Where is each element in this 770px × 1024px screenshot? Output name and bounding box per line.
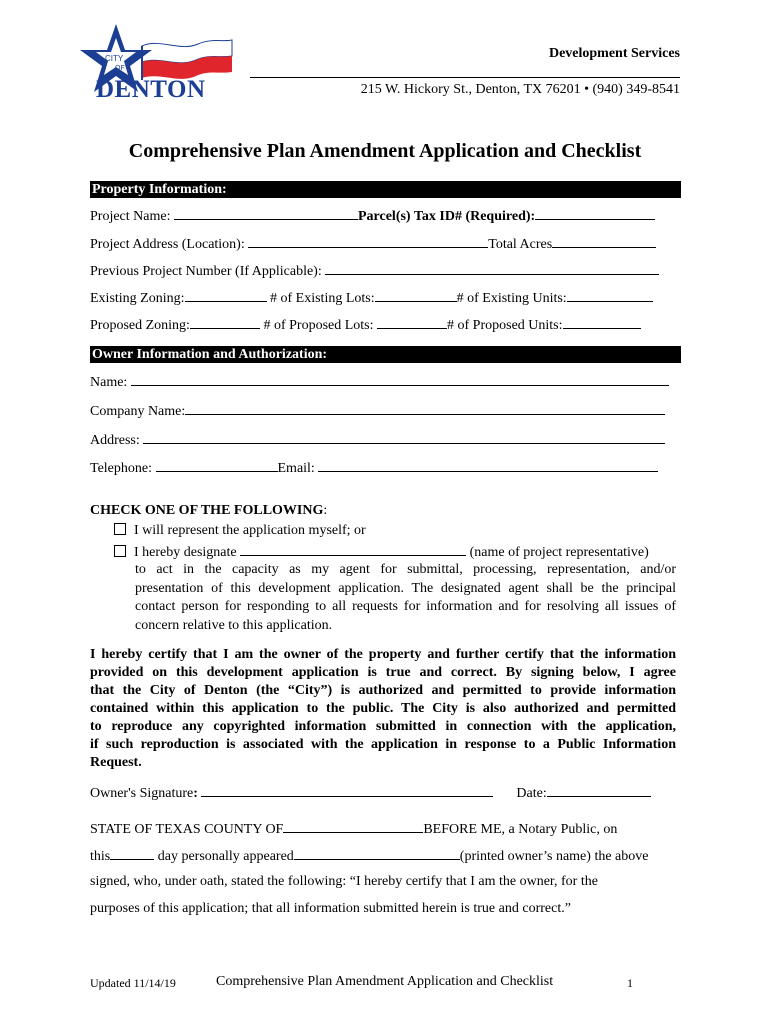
previous-project-row — [90, 262, 682, 280]
parcel-tax-id-field[interactable] — [535, 207, 655, 220]
notary-line-1 — [90, 820, 682, 838]
telephone-label: Telephone: — [90, 461, 152, 476]
existing-units-label: # of Existing Units: — [456, 291, 567, 306]
city-of-denton-logo — [80, 20, 235, 102]
existing-zoning-row — [90, 289, 682, 307]
project-address-row — [90, 235, 682, 253]
certification-line: to reproduce any copyrighted information submitted in connection with the application, — [90, 719, 676, 734]
telephone-email-row — [90, 459, 682, 477]
option-represent-myself — [114, 523, 706, 539]
check-one-heading: CHECK ONE OF THE FOLLOWING — [90, 503, 324, 518]
certification-line: I hereby certify that I am the owner of the property and further certify that the information — [90, 647, 676, 662]
logo-city-text: CITY — [105, 54, 124, 63]
notary-appeared-label: day personally appeared — [157, 849, 294, 864]
company-name-label: Company Name: — [90, 404, 186, 419]
project-address-field[interactable] — [248, 235, 488, 248]
notary-county-label: STATE OF TEXAS COUNTY OF — [90, 822, 284, 837]
check-one-heading-row — [90, 503, 682, 519]
company-name-field[interactable] — [185, 402, 665, 415]
existing-lots-label: # of Existing Lots: — [270, 291, 375, 306]
proposed-lots-label: # of Proposed Lots: — [263, 318, 374, 333]
proposed-zoning-label: Proposed Zoning: — [90, 318, 190, 333]
footer-page-number: 1 — [627, 976, 633, 990]
proposed-units-label: # of Proposed Units: — [447, 318, 563, 333]
notary-this-label: this — [90, 849, 111, 864]
footer-title: Comprehensive Plan Amendment Application and Checklist — [216, 974, 554, 989]
page-title: Comprehensive Plan Amendment Application and Checklist — [128, 140, 642, 162]
notary-line-2 — [90, 847, 682, 865]
agent-description-line: contact person for responding to all requests for information and for resolving all issues of — [135, 599, 676, 614]
company-name-row — [90, 402, 682, 420]
check-one-colon: : — [323, 503, 328, 518]
agent-description — [135, 561, 676, 635]
logo-of-text: OF — [115, 65, 125, 72]
owner-name-label: Name: — [90, 375, 128, 390]
proposed-zoning-row — [90, 316, 682, 334]
project-address-label: Project Address (Location): — [90, 237, 245, 252]
owner-information-heading: Owner Information and Authorization: — [90, 346, 681, 363]
owner-name-row — [90, 373, 682, 391]
previous-project-field[interactable] — [325, 262, 659, 275]
representative-name-field[interactable] — [240, 543, 466, 556]
existing-zoning-field[interactable] — [185, 289, 267, 302]
footer-updated-date: Updated 11/14/19 — [90, 976, 176, 990]
project-name-field[interactable] — [174, 207, 358, 220]
property-information-heading: Property Information: — [90, 181, 681, 198]
date-label: Date: — [516, 786, 547, 801]
total-acres-field[interactable] — [552, 235, 656, 248]
header-divider — [250, 77, 680, 78]
notary-line-3: signed, who, under oath, stated the following: “I hereby certify that I am the owner, for the — [90, 874, 598, 889]
email-field[interactable] — [318, 459, 658, 472]
owner-address-label: Address: — [90, 433, 140, 448]
owner-address-row — [90, 431, 682, 449]
proposed-lots-field[interactable] — [377, 316, 447, 329]
email-label: Email: — [277, 461, 315, 476]
proposed-zoning-field[interactable] — [190, 316, 260, 329]
owner-address-field[interactable] — [143, 431, 665, 444]
notary-public-text: BEFORE ME, a Notary Public, on — [423, 822, 618, 837]
agent-description-line: presentation of this development application. The designated agent shall be the principal — [135, 580, 676, 596]
existing-zoning-label: Existing Zoning: — [90, 291, 185, 306]
notary-day-field[interactable] — [110, 847, 154, 860]
notary-line-4: purposes of this application; that all information submitted herein is true and correct.” — [90, 901, 571, 916]
owner-certification-statement — [90, 646, 676, 772]
department-name: Development Services — [548, 46, 680, 61]
total-acres-label: Total Acres — [488, 237, 553, 252]
notary-printed-name-note: (printed owner’s name) the above — [459, 849, 649, 864]
certification-line: Request. — [90, 755, 142, 770]
agent-description-line: to act in the capacity as my agent for submittal, processing, representation, and/or — [135, 562, 676, 577]
agent-description-line: concern relative to this application. — [135, 617, 333, 633]
owner-signature-colon: : — [193, 786, 198, 801]
certification-line: that the City of Denton (the “City”) is authorized and permitted to provide information — [90, 683, 676, 698]
certification-line: if such reproduction is associated with the application in response to a Public Information — [90, 737, 676, 752]
notary-county-field[interactable] — [283, 820, 423, 833]
logo-denton-text: DENTON — [96, 76, 206, 103]
project-name-row — [90, 207, 682, 225]
owner-signature-field[interactable] — [201, 784, 493, 797]
designate-agent-checkbox[interactable] — [114, 545, 126, 557]
department-address: 215 W. Hickory St., Denton, TX 76201 • (940) 349-8541 — [360, 82, 680, 97]
certification-line: provided on this development application is true and correct. By signing below, I agree — [90, 665, 676, 680]
previous-project-label: Previous Project Number (If Applicable): — [90, 264, 322, 279]
telephone-field[interactable] — [156, 459, 278, 472]
owner-name-field[interactable] — [131, 373, 669, 386]
designate-agent-label: I hereby designate — [134, 545, 237, 560]
represent-myself-checkbox[interactable] — [114, 523, 126, 535]
certification-line: contained within this application to the public. The City is also authorized and permitted — [90, 701, 676, 716]
represent-myself-label: I will represent the application myself; or — [134, 523, 366, 538]
existing-units-field[interactable] — [567, 289, 653, 302]
project-name-label: Project Name: — [90, 209, 171, 224]
signature-row — [90, 784, 682, 802]
signature-date-field[interactable] — [547, 784, 651, 797]
owner-signature-label: Owner's Signature — [90, 786, 194, 801]
printed-owner-name-field[interactable] — [294, 847, 460, 860]
parcel-tax-id-label: Parcel(s) Tax ID# (Required): — [357, 209, 536, 224]
representative-name-note: (name of project representative) — [469, 545, 649, 560]
existing-lots-field[interactable] — [375, 289, 457, 302]
proposed-units-field[interactable] — [563, 316, 641, 329]
option-designate-agent — [114, 543, 706, 561]
